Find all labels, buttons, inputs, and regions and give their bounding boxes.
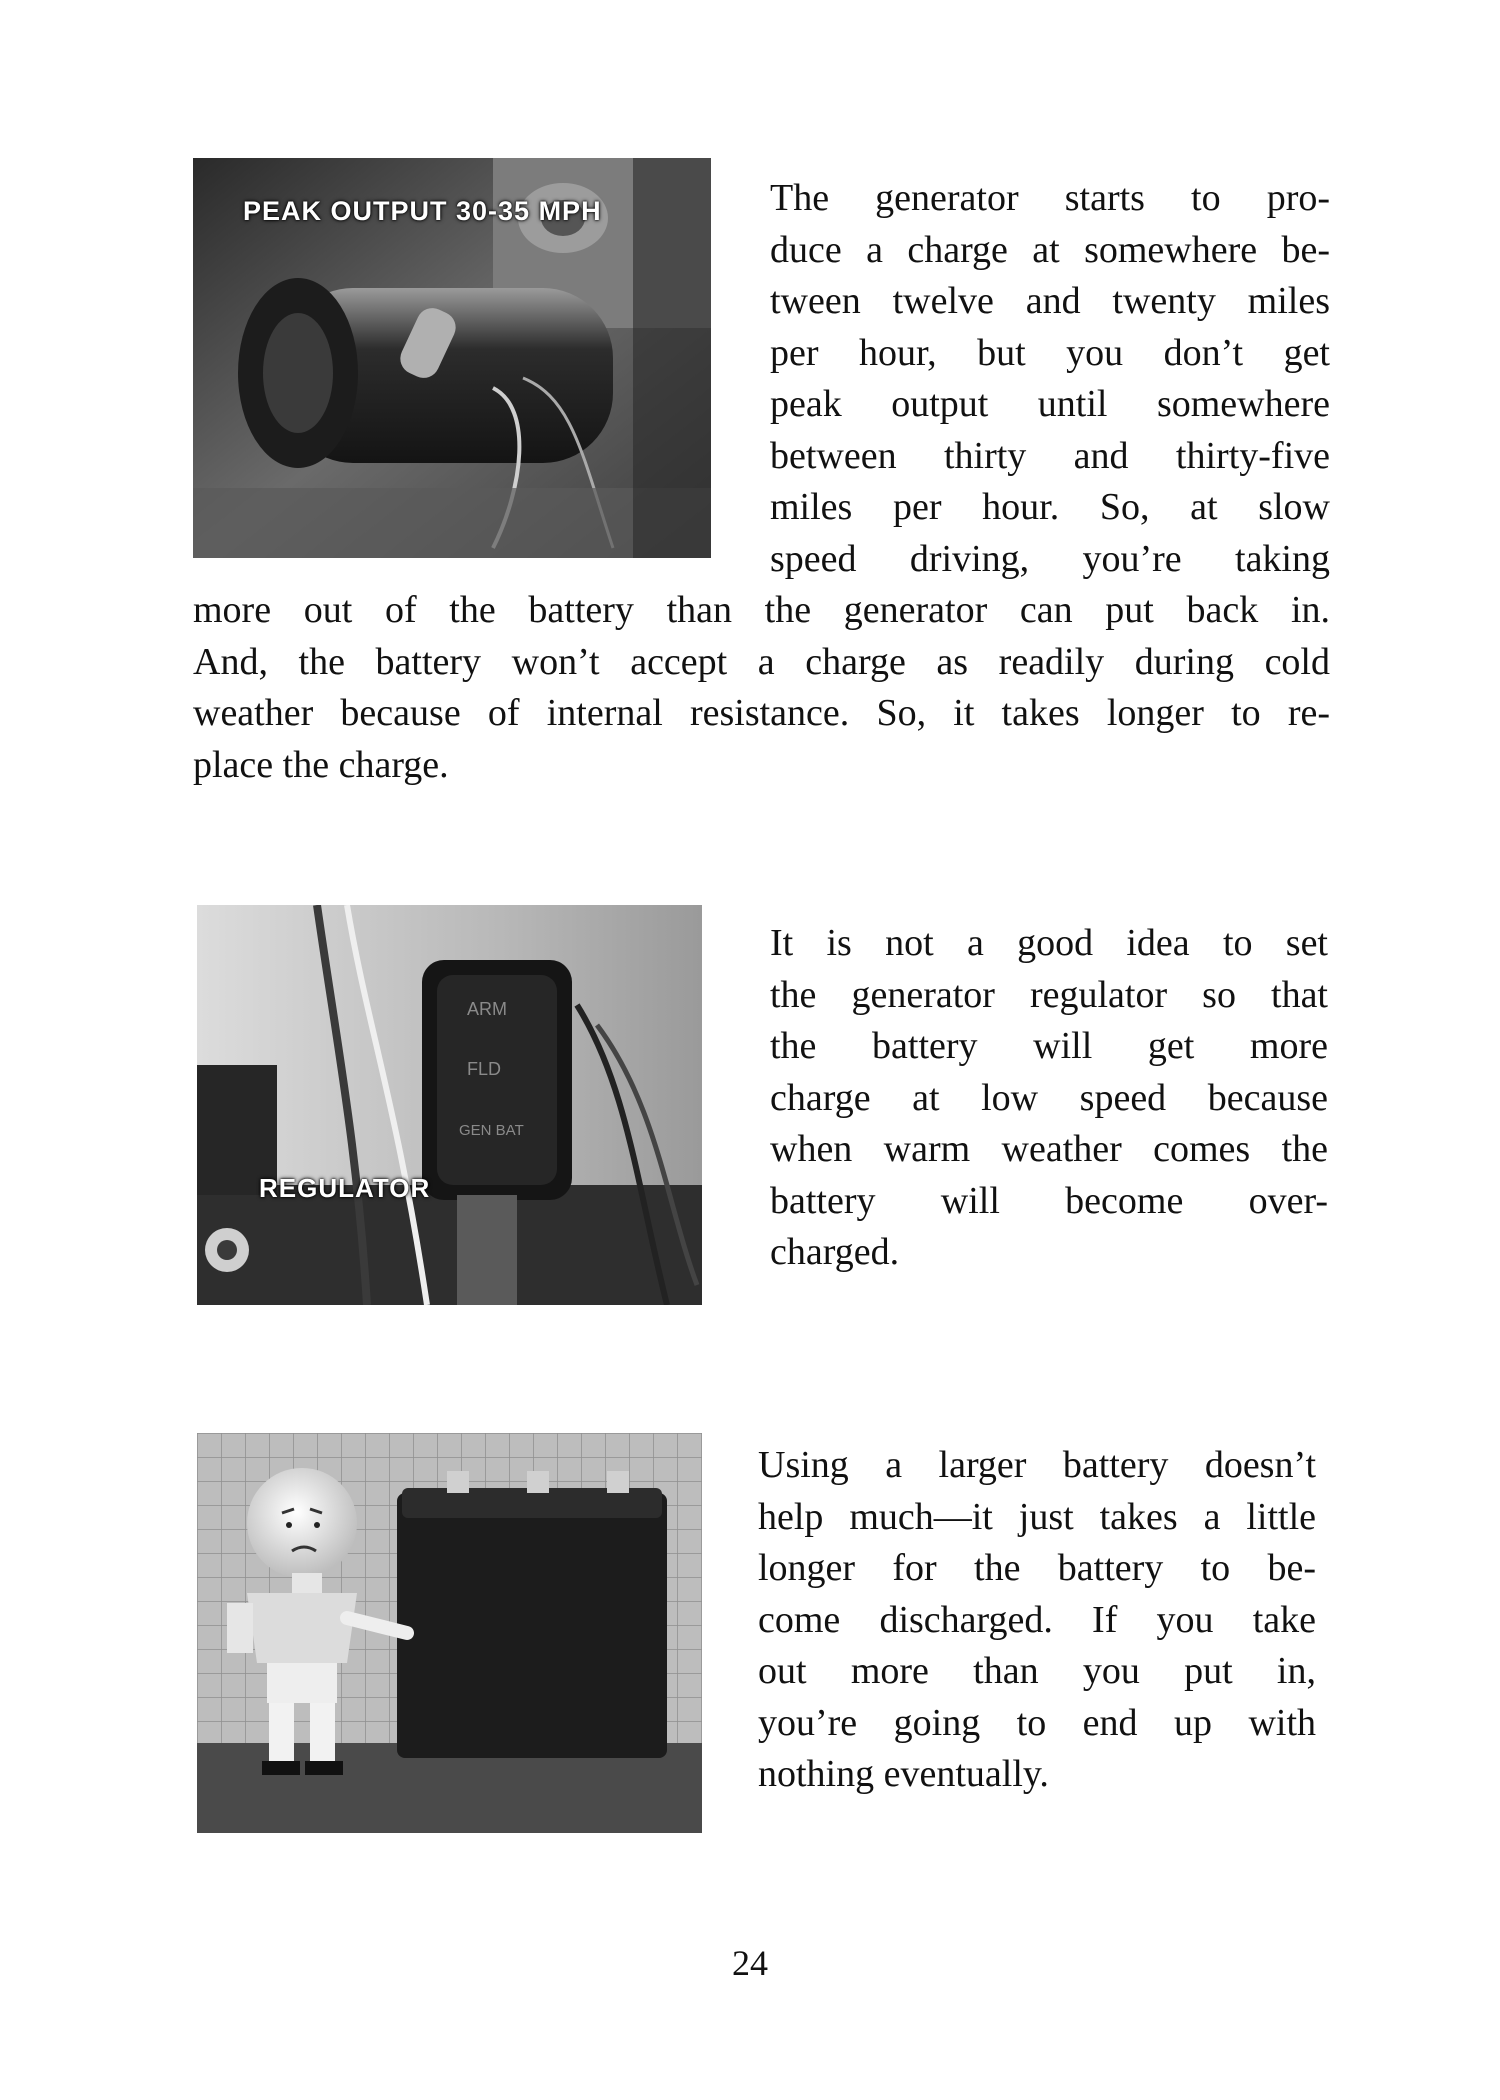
generator-paragraph-full (193, 585, 1330, 791)
generator-paragraph-wrap (770, 173, 1330, 585)
text-line: between thirty and thirty-five (770, 434, 1330, 477)
text-line: duce a charge at somewhere be- (770, 228, 1330, 271)
battery-photo (197, 1433, 702, 1833)
text-line: peak output until somewhere (770, 383, 1330, 425)
text-line: help much—it just takes a little (758, 1495, 1316, 1538)
regulator-label-fld: FLD (467, 1059, 502, 1079)
regulator-label-gen-bat: GEN BAT (459, 1122, 524, 1139)
text-line: It is not a good idea to set (770, 922, 1328, 964)
regulator-photo (197, 905, 702, 1305)
text-line: And, the battery won’t accept a charge as readily during cold (193, 640, 1330, 683)
text-line: place the charge. (193, 743, 449, 786)
text-line: nothing eventually. (758, 1753, 1049, 1795)
text-line: The generator starts to pro- (770, 177, 1330, 219)
text-line: longer for the battery to be- (758, 1547, 1316, 1589)
battery-paragraph (758, 1440, 1316, 1801)
text-line: charged. (770, 1231, 900, 1273)
text-line: tween twelve and twenty miles (770, 280, 1330, 322)
regulator-photo-image (197, 905, 702, 1305)
generator-photo (193, 158, 711, 558)
text-line: more out of the battery than the generator can put back in. (193, 589, 1330, 631)
regulator-label-arm: ARM (467, 999, 507, 1019)
text-line: the battery will get more (770, 1025, 1328, 1067)
generator-photo-caption: PEAK OUTPUT 30-35 MPH (243, 196, 602, 226)
regulator-photo-caption: REGULATOR (259, 1173, 431, 1203)
text-line: you’re going to end up with (758, 1701, 1316, 1744)
text-line: when warm weather comes the (770, 1128, 1328, 1170)
text-line: battery will become over- (770, 1179, 1328, 1222)
regulator-paragraph (770, 918, 1328, 1279)
battery-photo-image (197, 1433, 702, 1833)
text-line: the generator regulator so that (770, 973, 1328, 1016)
text-line: Using a larger battery doesn’t (758, 1444, 1316, 1486)
text-line: miles per hour. So, at slow (770, 486, 1330, 528)
text-line: speed driving, you’re taking (770, 537, 1330, 580)
text-line: charge at low speed because (770, 1076, 1328, 1119)
text-line: per hour, but you don’t get (770, 331, 1330, 374)
text-line: come discharged. If you take (758, 1598, 1316, 1641)
text-line: out more than you put in, (758, 1650, 1316, 1692)
page-number: 24 (732, 1943, 768, 1983)
text-line: weather because of internal resistance. So, it takes longer to re- (193, 692, 1330, 734)
